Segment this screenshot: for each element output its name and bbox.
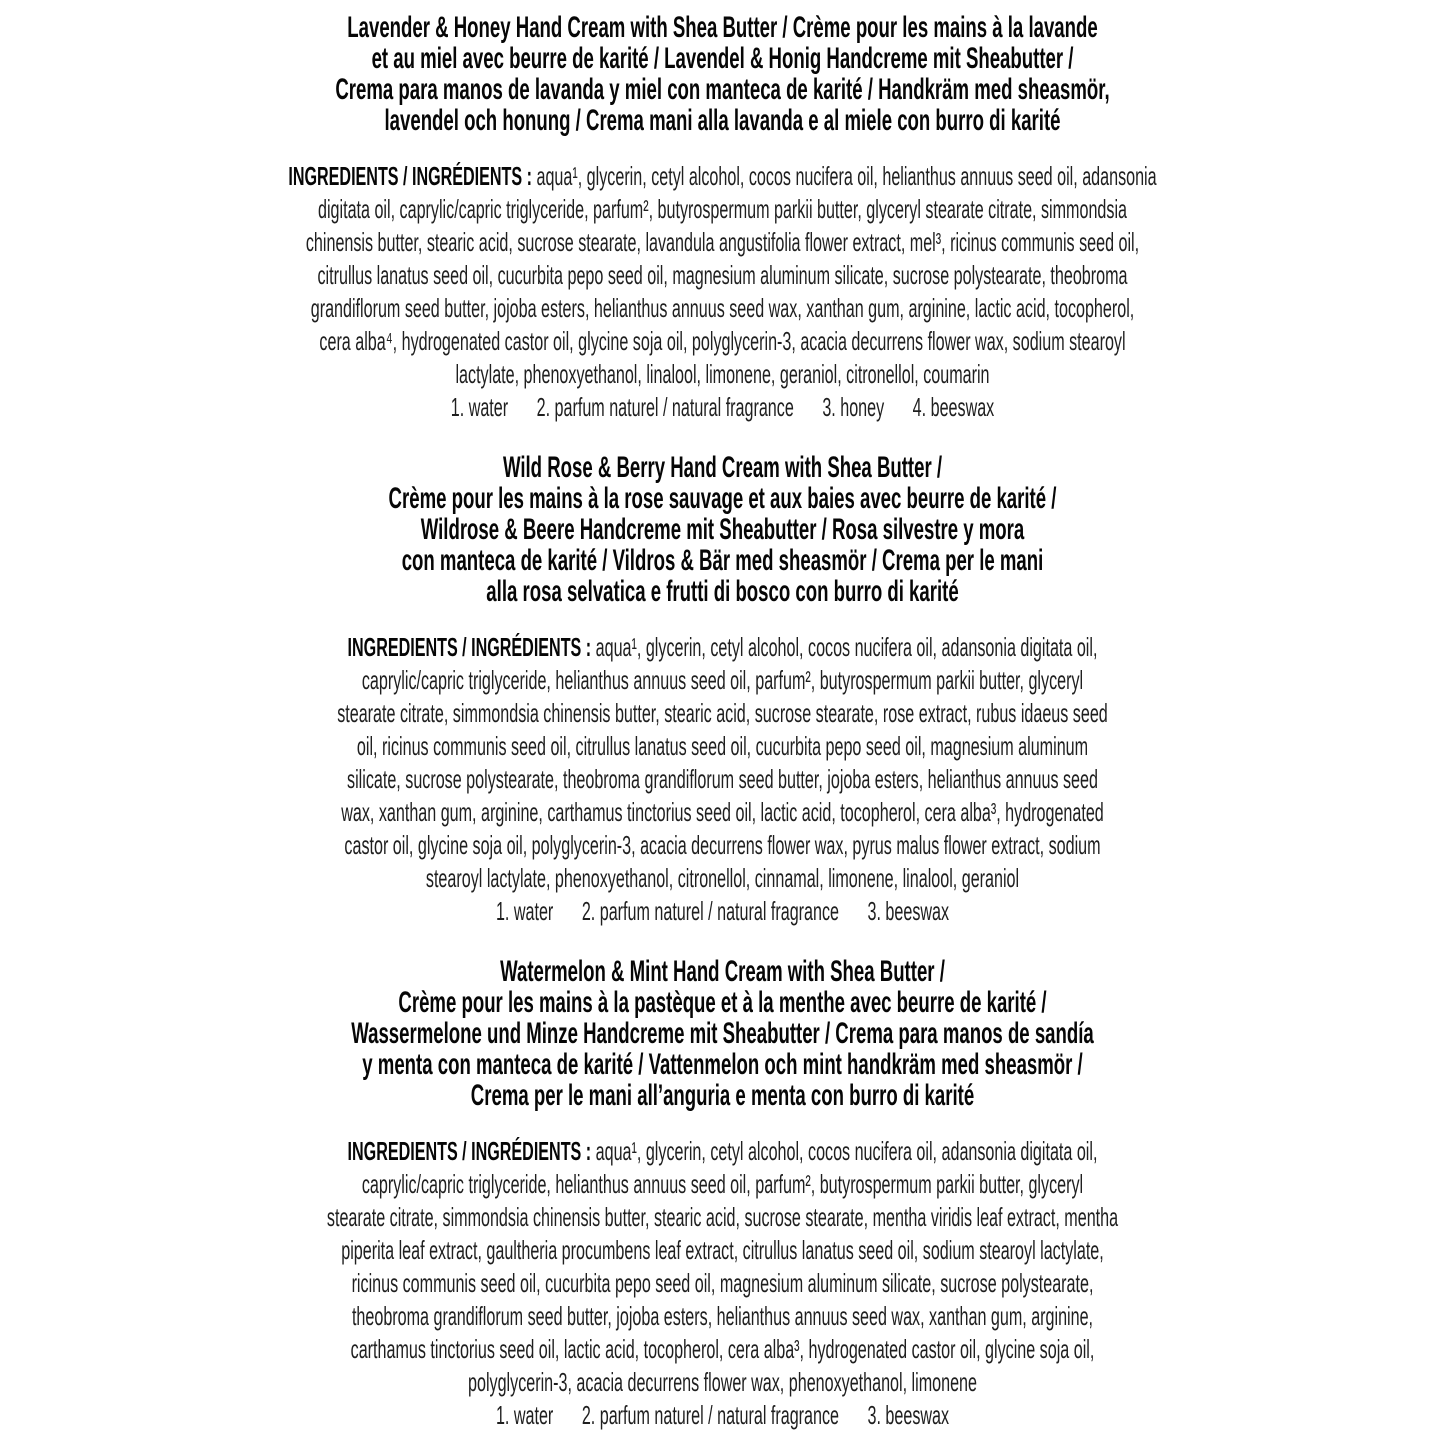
product-title bbox=[275, 956, 1171, 1111]
product-title bbox=[275, 452, 1171, 607]
footnote-item: 1. water bbox=[495, 896, 554, 926]
ingredients-line: caprylic/capric triglyceride, helianthus annuus seed oil, parfum², butyrospermum parkii butter, glyceryl bbox=[361, 1169, 1084, 1199]
ingredients-line: lactylate, phenoxyethanol, linalool, limonene, geraniol, citronellol, coumarin bbox=[455, 359, 990, 389]
product-title-line: y menta con manteca de karité / Vattenmelon och mint handkräm med sheasmör / bbox=[362, 1048, 1083, 1081]
product-title-line: Wild Rose & Berry Hand Cream with Shea Butter / bbox=[502, 451, 943, 484]
product-title-line: Crème pour les mains à la rose sauvage et aux baies avec beurre de karité / bbox=[388, 482, 1057, 515]
product-sections bbox=[275, 12, 1171, 1432]
product-title-line: Crema per le mani all’anguria e menta con burro di karité bbox=[470, 1079, 975, 1112]
product-title-line: Crème pour les mains à la pastèque et à la menthe avec beurre de karité / bbox=[398, 986, 1047, 1019]
ingredients-first-line-text: aqua¹, glycerin, cetyl alcohol, cocos nucifera oil, adansonia digitata oil, bbox=[595, 632, 1098, 662]
product-title-line: con manteca de karité / Vildros & Bär med sheasmör / Crema per le mani bbox=[401, 544, 1044, 577]
ingredients-paragraph bbox=[275, 1135, 1171, 1432]
product-title-line: alla rosa selvatica e frutti di bosco con burro di karité bbox=[486, 575, 959, 608]
ingredients-line: theobroma grandiflorum seed butter, jojoba esters, helianthus annuus seed wax, xanthan gum, arginine, bbox=[351, 1301, 1094, 1331]
ingredients-line: polyglycerin-3, acacia decurrens flower wax, phenoxyethanol, limonene bbox=[468, 1367, 977, 1397]
footnote-item: 3. honey bbox=[822, 392, 885, 422]
ingredients-line: chinensis butter, stearic acid, sucrose stearate, lavandula angustifolia flower extract, mel³, ricinus communis seed oil, bbox=[305, 227, 1140, 257]
ingredients-line: castor oil, glycine soja oil, polyglycerin-3, acacia decurrens flower wax, pyrus malus flower extract, sodium bbox=[344, 830, 1101, 860]
product-title-line: Lavender & Honey Hand Cream with Shea Butter / Crème pour les mains à la lavande bbox=[347, 11, 1098, 44]
ingredients-first-line-text: aqua¹, glycerin, cetyl alcohol, cocos nucifera oil, adansonia digitata oil, bbox=[595, 1136, 1098, 1166]
ingredients-first-line-text: aqua¹, glycerin, cetyl alcohol, cocos nucifera oil, helianthus annuus seed oil, adansonia bbox=[536, 161, 1157, 191]
footnote-item: 3. beeswax bbox=[867, 1400, 950, 1430]
ingredients-first-line bbox=[275, 160, 1171, 193]
product-title-line: Watermelon & Mint Hand Cream with Shea Butter / bbox=[500, 955, 945, 988]
ingredients-line: piperita leaf extract, gaultheria procumbens leaf extract, citrullus lanatus seed oil, sodium stearoyl lactylate, bbox=[341, 1235, 1104, 1265]
ingredients-line: citrullus lanatus seed oil, cucurbita pepo seed oil, magnesium aluminum silicate, sucrose polystearate, theobroma bbox=[317, 260, 1128, 290]
ingredients-heading-label: INGREDIENTS / INGRÉDIENTS : bbox=[347, 1136, 592, 1166]
ingredients-line: caprylic/capric triglyceride, helianthus annuus seed oil, parfum², butyrospermum parkii butter, glyceryl bbox=[361, 665, 1084, 695]
product-title-line: Crema para manos de lavanda y miel con manteca de karité / Handkräm med sheasmör, bbox=[335, 73, 1110, 106]
product-title-line: Wildrose & Beere Handcreme mit Sheabutter / Rosa silvestre y mora bbox=[420, 513, 1025, 546]
ingredients-heading-label: INGREDIENTS / INGRÉDIENTS : bbox=[347, 632, 592, 662]
product-section bbox=[275, 956, 1171, 1432]
footnote-item: 2. parfum naturel / natural fragrance bbox=[536, 392, 794, 422]
ingredients-line: stearate citrate, simmondsia chinensis butter, stearic acid, sucrose stearate, mentha viridis leaf extract, mentha bbox=[326, 1202, 1119, 1232]
ingredients-first-line bbox=[275, 1135, 1171, 1168]
ingredients-line: silicate, sucrose polystearate, theobroma grandiflorum seed butter, jojoba esters, helianthus annuus seed bbox=[347, 764, 1098, 794]
ingredients-line: grandiflorum seed butter, jojoba esters, helianthus annuus seed wax, xanthan gum, arginine, lactic acid, tocopherol, bbox=[310, 293, 1135, 323]
ingredients-line: stearoyl lactylate, phenoxyethanol, citronellol, cinnamal, limonene, linalool, geraniol bbox=[425, 863, 1020, 893]
product-title-line: et au miel avec beurre de karité / Lavendel & Honig Handcreme mit Sheabutter / bbox=[371, 42, 1074, 75]
ingredients-line: oil, ricinus communis seed oil, citrullus lanatus seed oil, cucurbita pepo seed oil, magnesium aluminum bbox=[356, 731, 1089, 761]
footnotes-line bbox=[275, 391, 1171, 424]
ingredients-line: wax, xanthan gum, arginine, carthamus tinctorius seed oil, lactic acid, tocopherol, cera alba³, hydrogenated bbox=[341, 797, 1104, 827]
product-section bbox=[275, 12, 1171, 424]
ingredients-line: carthamus tinctorius seed oil, lactic acid, tocopherol, cera alba³, hydrogenated castor oil, glycine soja oil, bbox=[350, 1334, 1095, 1364]
product-title-line: Wassermelone und Minze Handcreme mit Sheabutter / Crema para manos de sandía bbox=[351, 1017, 1094, 1050]
footnote-item: 3. beeswax bbox=[867, 896, 950, 926]
footnotes-line bbox=[275, 895, 1171, 928]
ingredients-line: digitata oil, caprylic/capric triglyceride, parfum², butyrospermum parkii butter, glyceryl stearate citrate, simmondsia bbox=[318, 194, 1127, 224]
footnote-item: 4. beeswax bbox=[912, 392, 995, 422]
ingredients-first-line bbox=[275, 631, 1171, 664]
ingredients-line: ricinus communis seed oil, cucurbita pepo seed oil, magnesium aluminum silicate, sucrose polystearate, bbox=[351, 1268, 1094, 1298]
ingredients-line: cera alba⁴, hydrogenated castor oil, glycine soja oil, polyglycerin-3, acacia decurrens flower wax, sodium stearoyl bbox=[319, 326, 1126, 356]
product-section bbox=[275, 452, 1171, 928]
product-title bbox=[275, 12, 1171, 136]
footnote-item: 1. water bbox=[450, 392, 509, 422]
footnote-item: 1. water bbox=[495, 1400, 554, 1430]
ingredients-paragraph bbox=[275, 631, 1171, 928]
footnote-item: 2. parfum naturel / natural fragrance bbox=[581, 896, 839, 926]
ingredients-line: stearate citrate, simmondsia chinensis butter, stearic acid, sucrose stearate, rose extract, rubus idaeus seed bbox=[337, 698, 1108, 728]
footnotes-line bbox=[275, 1399, 1171, 1432]
ingredients-paragraph bbox=[275, 160, 1171, 424]
ingredients-heading-label: INGREDIENTS / INGRÉDIENTS : bbox=[288, 161, 532, 191]
product-title-line: lavendel och honung / Crema mani alla lavanda e al miele con burro di karité bbox=[384, 104, 1061, 137]
footnote-item: 2. parfum naturel / natural fragrance bbox=[581, 1400, 839, 1430]
label-text-column bbox=[275, 0, 1171, 1432]
